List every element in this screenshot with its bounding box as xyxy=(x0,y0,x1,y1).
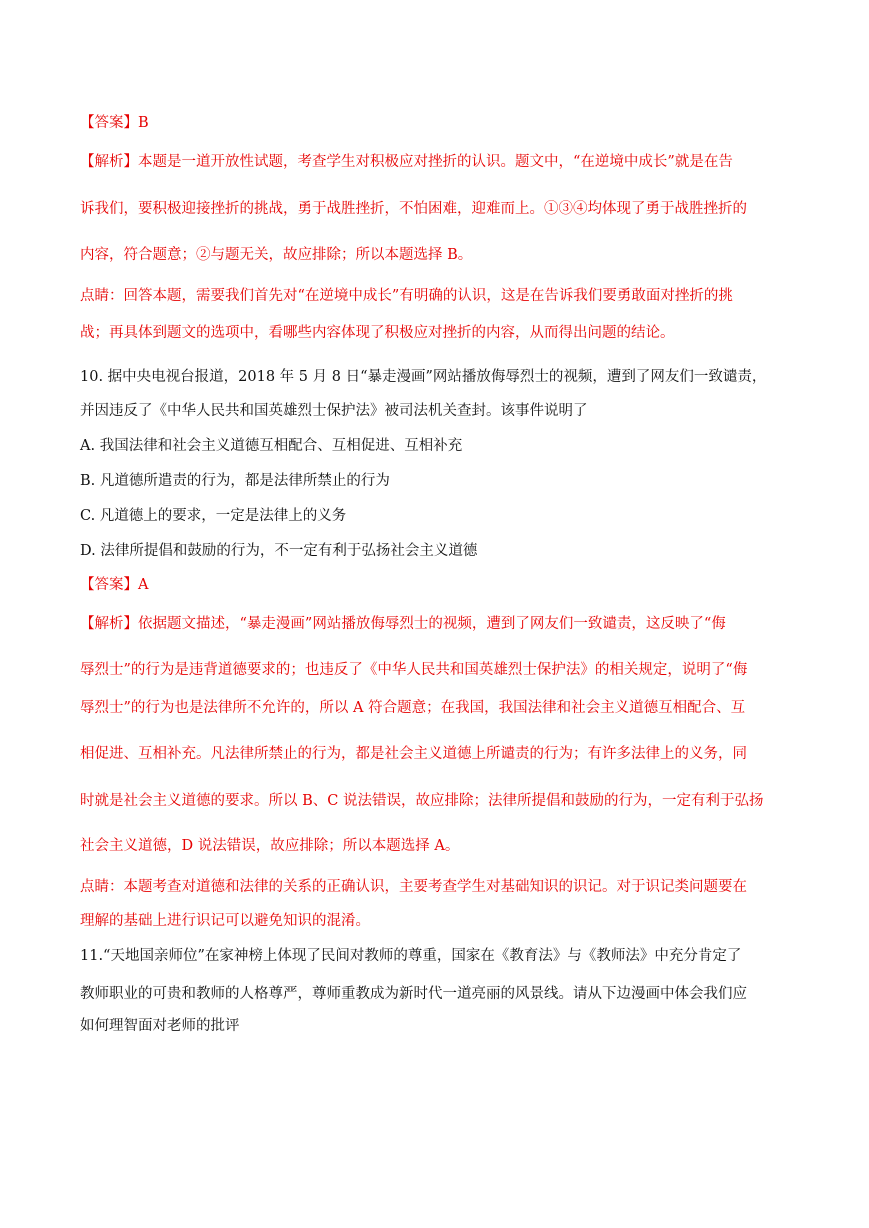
q10-analysis-line-5: 时就是社会主义道德的要求。所以 B、C 说法错误，故应排除；法律所提倡和鼓励的行为，一定有利于弘扬 xyxy=(80,793,764,809)
q10-option-d: D. 法律所提倡和鼓励的行为，不一定有利于弘扬社会主义道德 xyxy=(80,543,478,559)
q10-analysis-line-1: 【解析】依据题文描述，“暴走漫画”网站播放侮辱烈士的视频，遭到了网友们一致谴责，这反映了“侮 xyxy=(80,616,726,632)
q10-analysis-line-3: 辱烈士”的行为也是法律所不允许的，所以 A 符合题意；在我国，我国法律和社会主义道德互相配合、互 xyxy=(80,700,746,716)
q11-stem-line-3: 如何理智面对老师的批评 xyxy=(80,1018,240,1034)
q9-analysis-line-1: 【解析】本题是一道开放性试题，考查学生对积极应对挫折的认识。题文中，“在逆境中成长”就是在告 xyxy=(80,154,733,170)
q10-option-c: C. 凡道德上的要求，一定是法律上的义务 xyxy=(80,508,347,524)
q10-option-a: A. 我国法律和社会主义道德互相配合、互相促进、互相补充 xyxy=(80,438,463,454)
q10-stem-line-2: 并因违反了《中华人民共和国英雄烈士保护法》被司法机关查封。该事件说明了 xyxy=(80,403,588,419)
q10-analysis-line-4: 相促进、互相补充。凡法律所禁止的行为，都是社会主义道德上所谴责的行为；有许多法律上的义务，同 xyxy=(80,746,747,762)
q9-answer: 【答案】B xyxy=(80,115,149,131)
q9-analysis-line-3: 内容，符合题意；②与题无关，故应排除；所以本题选择 B。 xyxy=(80,247,473,263)
q9-tip-line-1: 点睛：回答本题，需要我们首先对“在逆境中成长”有明确的认识，这是在告诉我们要勇敢面对挫折的挑 xyxy=(80,288,733,304)
q10-analysis-line-6: 社会主义道德，D 说法错误，故应排除；所以本题选择 A。 xyxy=(80,838,460,854)
q10-stem-line-1: 10. 据中央电视台报道，2018 年 5 月 8 日“暴走漫画”网站播放侮辱烈士的视频，遭到了网友们一致谴责， xyxy=(80,369,767,385)
q10-analysis-line-2: 辱烈士”的行为是违背道德要求的；也违反了《中华人民共和国英雄烈士保护法》的相关规定，说明了“侮 xyxy=(80,662,748,678)
q11-stem-line-1: 11.“天地国亲师位”在家神榜上体现了民间对教师的尊重，国家在《教育法》与《教师法》中充分肯定了 xyxy=(80,948,742,964)
q10-answer: 【答案】A xyxy=(80,577,149,593)
q9-analysis-line-2: 诉我们，要积极迎接挫折的挑战，勇于战胜挫折，不怕困难，迎难而上。①③④均体现了勇于战胜挫折的 xyxy=(80,201,747,217)
q10-tip-line-2: 理解的基础上进行识记可以避免知识的混淆。 xyxy=(80,913,370,929)
q9-tip-line-2: 战；再具体到题文的选项中，看哪些内容体现了积极应对挫折的内容，从而得出问题的结论。 xyxy=(80,325,675,341)
q10-option-b: B. 凡道德所遣责的行为，都是法律所禁止的行为 xyxy=(80,473,390,489)
q10-tip-line-1: 点睛：本题考查对道德和法律的关系的正确认识，主要考查学生对基础知识的识记。对于识记类问题要在 xyxy=(80,879,747,895)
q11-stem-line-2: 教师职业的可贵和教师的人格尊严，尊师重教成为新时代一道亮丽的风景线。请从下边漫画中体会我们应 xyxy=(80,986,747,1002)
